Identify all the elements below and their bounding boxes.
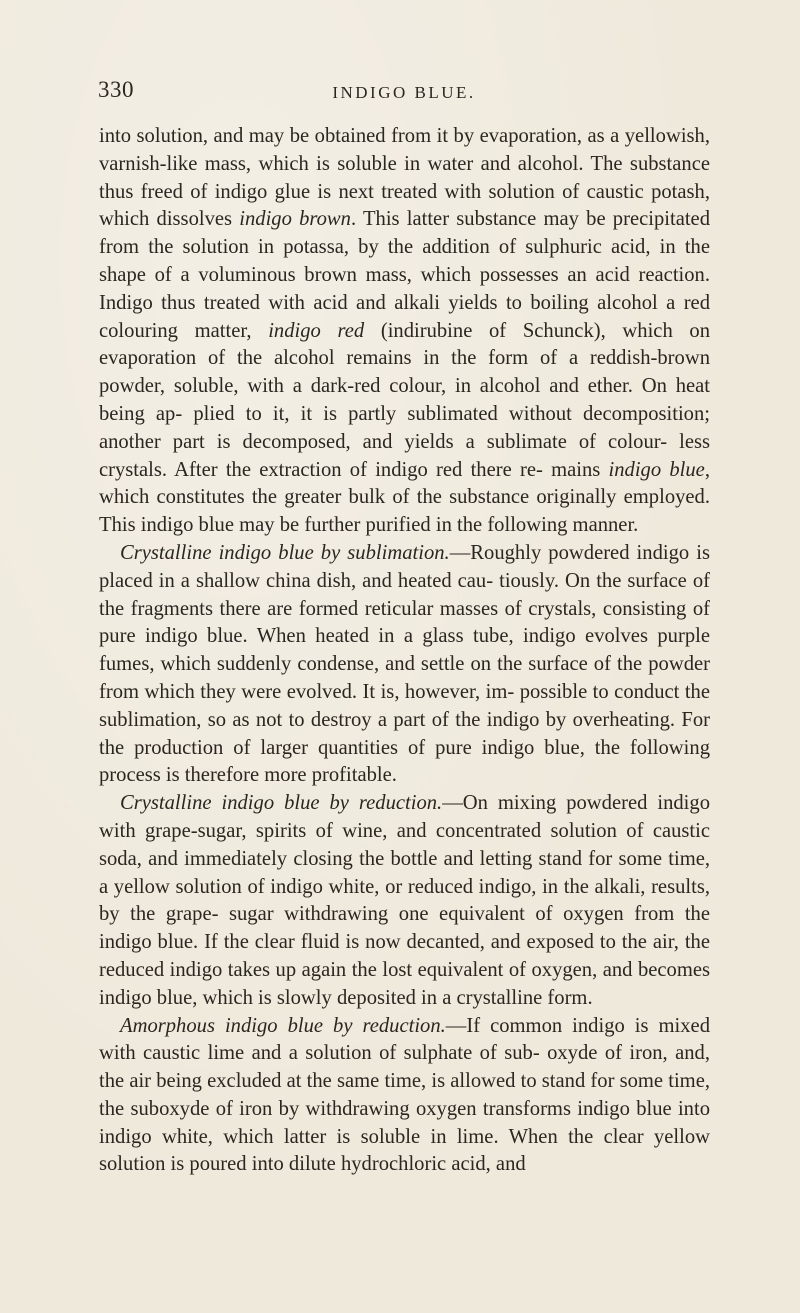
text-run: (indirubine of Schunck), which on evaporation of the alcohol remains in the form of a reddish-brown powder, soluble, with a dark-red colour, in alcohol and ether. On heat being ap- plied to it, it is partly sublimated without decomposition; another part is decomposed, and yields a sublimate of colour- less crystals. After the extraction of indigo red there re- mains xyxy=(99,319,710,481)
italic-term: indigo blue xyxy=(608,458,705,481)
text-run: . This latter substance may be precipitated from the solution in potassa, by the addition of sulphuric acid, in the shape of a voluminous brown mass, which possesses an acid reaction. Indigo thus treated with acid and alkali yields to boiling alcohol a red colouring matter, xyxy=(99,208,710,342)
page-number: 330 xyxy=(98,77,134,102)
paragraph xyxy=(99,1013,710,1180)
text-run: into solution, and may be obtained from it by evaporation, as a yellowish, varnish-like mass, which is soluble in water and alcohol. The substance thus freed of indigo glue is next treated with solution of caustic potash, which dissolves xyxy=(99,125,710,231)
section-heading: Crystalline indigo blue by sublimation. xyxy=(120,541,450,564)
paragraph xyxy=(99,790,710,1012)
body-text xyxy=(99,123,710,1179)
italic-term: indigo red xyxy=(268,319,365,342)
text-run: —Roughly powdered indigo is placed in a shallow china dish, and heated cau- tiously. On the surface of the fragments there are formed reticular masses of crystals, consisting of pure indigo blue. When heated in a glass tube, indigo evolves purple fumes, which suddenly condense, and settle on the surface of the powder from which they were evolved. It is, however, im- possible to conduct the sublimation, so as not to destroy a part of the indigo by overheating. For the production of larger quantities of pure indigo blue, the following process is therefore more profitable. xyxy=(99,541,710,787)
section-heading: Amorphous indigo blue by reduction. xyxy=(120,1014,446,1037)
section-heading: Crystalline indigo blue by reduction. xyxy=(120,792,443,815)
italic-term: indigo brown xyxy=(239,208,351,231)
page-header xyxy=(98,70,710,110)
running-head: INDIGO BLUE. xyxy=(332,83,476,102)
paragraph xyxy=(99,123,710,540)
text-run: , which constitutes the greater bulk of the substance originally employed. This indigo blue may be further purified in the following manner. xyxy=(99,458,710,537)
text-run: —If common indigo is mixed with caustic lime and a solution of sulphate of sub- oxyde of iron, and, the air being excluded at the same time, is allowed to stand for some time, the suboxyde of iron by withdrawing oxygen transforms indigo blue into indigo white, which latter is soluble in lime. When the clear yellow solution is poured into dilute hydrochloric acid, and xyxy=(99,1014,710,1176)
text-run: —On mixing powdered indigo with grape-sugar, spirits of wine, and concentrated solution of caustic soda, and immediately closing the bottle and letting stand for some time, a yellow solution of indigo white, or reduced indigo, in the alkali, results, by the grape- sugar withdrawing one equivalent of oxygen from the indigo blue. If the clear fluid is now decanted, and exposed to the air, the reduced indigo takes up again the lost equivalent of oxygen, and becomes indigo blue, which is slowly deposited in a crystalline form. xyxy=(99,792,711,1009)
paragraph xyxy=(99,540,710,790)
